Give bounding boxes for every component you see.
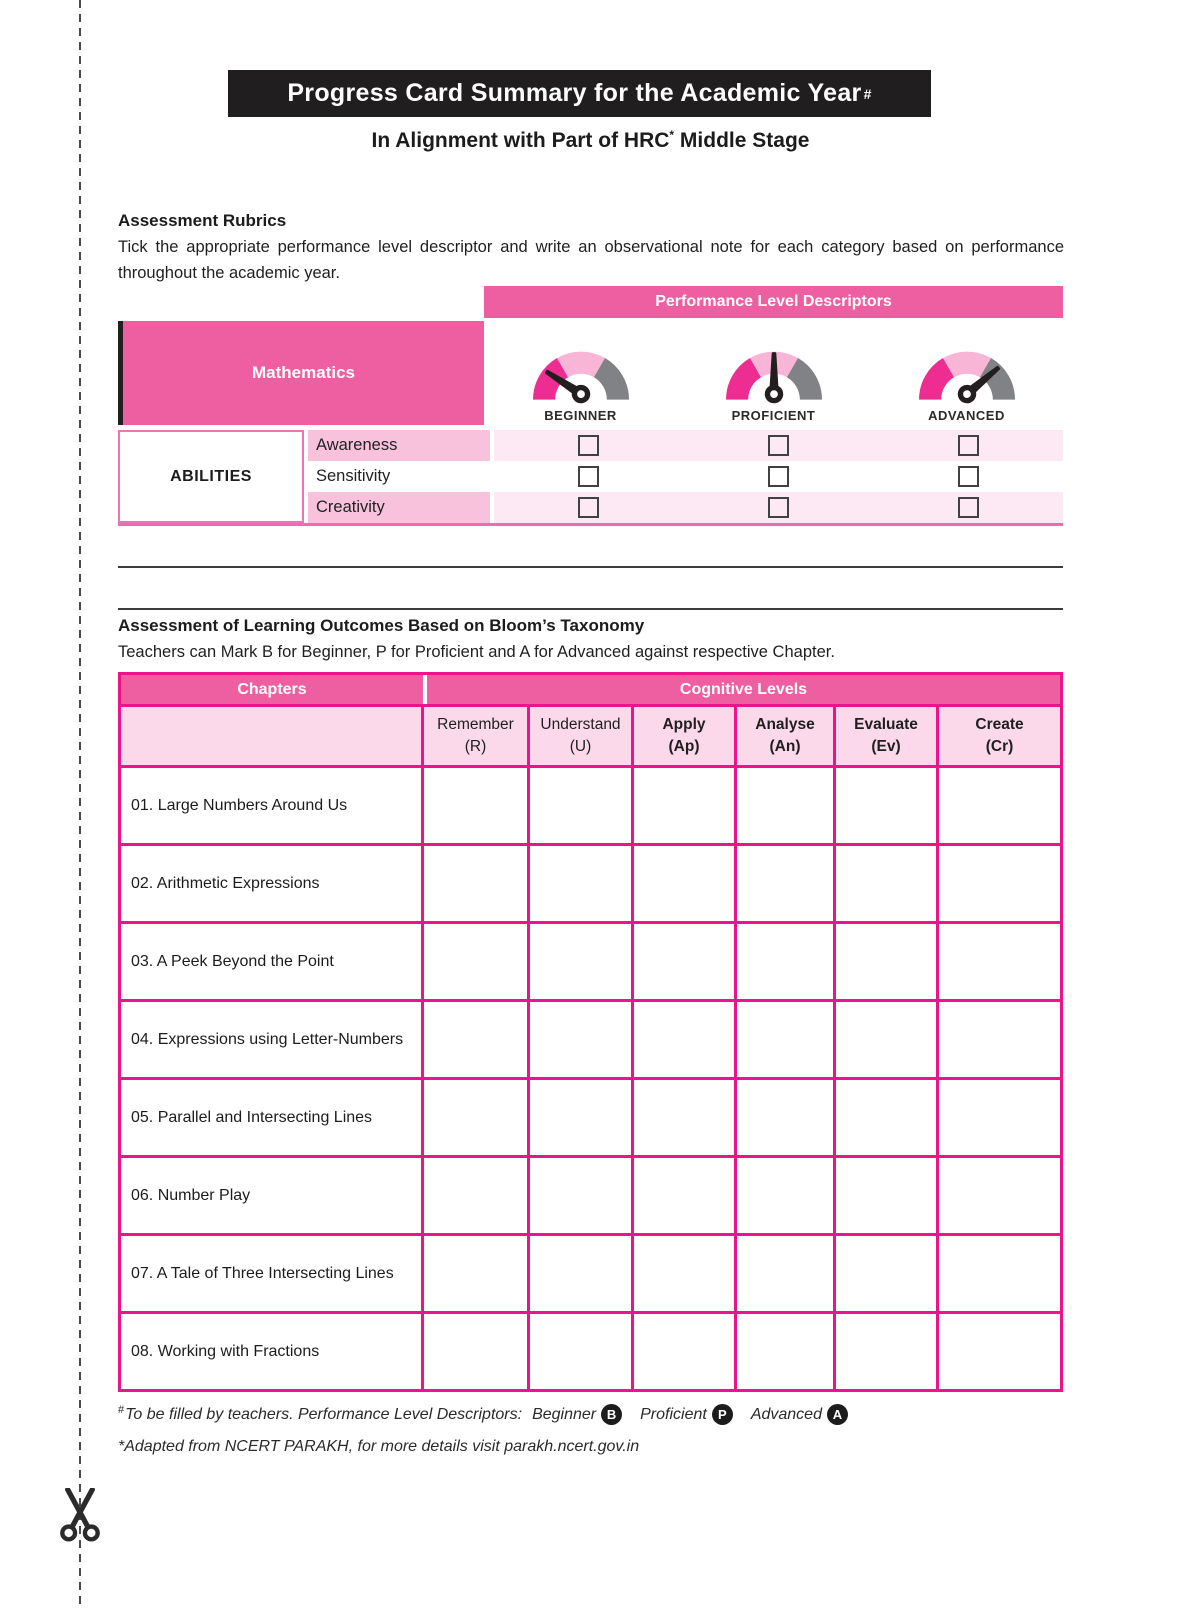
cognitive-levels-header: Cognitive Levels	[427, 675, 1060, 704]
mark-cell-r[interactable]	[424, 924, 530, 999]
footnote-performance-levels	[118, 1404, 848, 1425]
cognitive-column-header	[530, 707, 634, 765]
beginner-checkbox[interactable]	[578, 466, 599, 487]
level-badge-group	[751, 1404, 848, 1425]
mark-cell-ev[interactable]	[836, 1314, 939, 1389]
cognitive-column-header	[424, 707, 530, 765]
checkbox-slot	[684, 430, 874, 461]
cognitive-column-abbr: (Ev)	[871, 738, 901, 755]
mark-cell-ap[interactable]	[634, 1080, 737, 1155]
gauge-level-label: ADVANCED	[928, 408, 1005, 423]
cut-dashed-line	[79, 0, 81, 1610]
mark-cell-u[interactable]	[530, 1002, 634, 1077]
chapter-name: 04. Expressions using Letter-Numbers	[121, 1002, 424, 1077]
advanced-checkbox[interactable]	[958, 435, 979, 456]
footnote1-superscript: #	[118, 1404, 125, 1416]
rubrics-heading: Assessment Rubrics	[118, 211, 287, 230]
mark-cell-ev[interactable]	[836, 1158, 939, 1233]
checkbox-slot	[873, 430, 1063, 461]
chapter-row	[121, 999, 1060, 1077]
chapter-name: 07. A Tale of Three Intersecting Lines	[121, 1236, 424, 1311]
mark-cell-cr[interactable]	[939, 1158, 1060, 1233]
checkbox-slot	[873, 461, 1063, 492]
mark-cell-an[interactable]	[737, 846, 836, 921]
cognitive-column-header	[939, 707, 1060, 765]
chapter-row	[121, 1077, 1060, 1155]
divider-line-bottom	[118, 608, 1063, 610]
ability-checkboxes	[494, 461, 1063, 492]
advanced-checkbox[interactable]	[958, 466, 979, 487]
chapter-name: 06. Number Play	[121, 1158, 424, 1233]
footnote1-text: To be filled by teachers. Performance Level Descriptors:	[125, 1405, 523, 1423]
footnote-adapted-from: *Adapted from NCERT PARAKH, for more details visit parakh.ncert.gov.in	[118, 1438, 640, 1455]
chapter-row	[121, 1311, 1060, 1389]
mark-cell-cr[interactable]	[939, 1236, 1060, 1311]
chapter-row	[121, 921, 1060, 999]
checkbox-slot	[873, 492, 1063, 523]
mark-cell-ap[interactable]	[634, 1236, 737, 1311]
mark-cell-r[interactable]	[424, 1314, 530, 1389]
gauge-slot	[484, 321, 677, 425]
gauge-level-label: PROFICIENT	[731, 408, 816, 423]
cognitive-column-abbr: (R)	[464, 738, 487, 755]
mark-cell-ap[interactable]	[634, 1314, 737, 1389]
cognitive-column-abbr: (Ap)	[668, 738, 700, 755]
level-badge-icon: B	[601, 1404, 622, 1425]
mark-cell-an[interactable]	[737, 1314, 836, 1389]
mark-cell-ev[interactable]	[836, 1002, 939, 1077]
mark-cell-ev[interactable]	[836, 846, 939, 921]
proficient-checkbox[interactable]	[768, 497, 789, 518]
cognitive-column-header	[737, 707, 836, 765]
mark-cell-ap[interactable]	[634, 846, 737, 921]
mark-cell-u[interactable]	[530, 924, 634, 999]
ability-label: Creativity	[308, 492, 490, 523]
divider-line-top	[118, 566, 1063, 568]
mark-cell-cr[interactable]	[939, 1314, 1060, 1389]
subheader-chapters-empty	[121, 707, 424, 765]
outcomes-description: Teachers can Mark B for Beginner, P for Proficient and A for Advanced against respective Chapter.	[118, 643, 835, 661]
mark-cell-an[interactable]	[737, 1080, 836, 1155]
ability-checkboxes	[494, 492, 1063, 523]
proficient-checkbox[interactable]	[768, 435, 789, 456]
mark-cell-ap[interactable]	[634, 1158, 737, 1233]
rubric-table-bottom-border	[118, 523, 1063, 526]
gauge-icon	[911, 335, 1023, 407]
mark-cell-r[interactable]	[424, 1002, 530, 1077]
ability-row	[308, 492, 1063, 523]
mark-cell-u[interactable]	[530, 1236, 634, 1311]
mark-cell-ap[interactable]	[634, 768, 737, 843]
mark-cell-u[interactable]	[530, 846, 634, 921]
mark-cell-u[interactable]	[530, 1314, 634, 1389]
mark-cell-r[interactable]	[424, 846, 530, 921]
level-badge-icon: P	[712, 1404, 733, 1425]
chapter-name: 05. Parallel and Intersecting Lines	[121, 1080, 424, 1155]
ability-row	[308, 461, 1063, 492]
mark-cell-r[interactable]	[424, 1236, 530, 1311]
advanced-checkbox[interactable]	[958, 497, 979, 518]
mark-cell-an[interactable]	[737, 924, 836, 999]
beginner-checkbox[interactable]	[578, 435, 599, 456]
cognitive-column-abbr: (An)	[769, 738, 801, 755]
mark-cell-u[interactable]	[530, 1080, 634, 1155]
chapter-row	[121, 765, 1060, 843]
mark-cell-r[interactable]	[424, 1158, 530, 1233]
mark-cell-cr[interactable]	[939, 924, 1060, 999]
subtitle-superscript: *	[669, 128, 675, 142]
level-badge-label: Advanced	[750, 1405, 822, 1423]
chapter-name: 01. Large Numbers Around Us	[121, 768, 424, 843]
mark-cell-u[interactable]	[530, 1158, 634, 1233]
outcomes-subheader	[121, 704, 1060, 765]
chapter-row	[121, 1155, 1060, 1233]
cognitive-column-abbr: (U)	[569, 738, 592, 755]
rubric-table	[118, 286, 1063, 527]
cognitive-column-header	[836, 707, 939, 765]
subtitle-suffix: Middle Stage	[674, 129, 810, 152]
outcomes-table-header	[121, 675, 1060, 704]
gauges-row	[484, 321, 1063, 425]
chapter-name: 08. Working with Fractions	[121, 1314, 424, 1389]
page-title-superscript: #	[863, 85, 872, 102]
mark-cell-an[interactable]	[737, 1158, 836, 1233]
ability-label: Sensitivity	[308, 461, 490, 492]
ability-row	[308, 430, 1063, 461]
mark-cell-an[interactable]	[737, 768, 836, 843]
outcomes-heading: Assessment of Learning Outcomes Based on Bloom’s Taxonomy	[118, 616, 645, 635]
mark-cell-cr[interactable]	[939, 1080, 1060, 1155]
checkbox-slot	[494, 492, 684, 523]
proficient-checkbox[interactable]	[768, 466, 789, 487]
mark-cell-cr[interactable]	[939, 1002, 1060, 1077]
mark-cell-cr[interactable]	[939, 846, 1060, 921]
mark-cell-u[interactable]	[530, 768, 634, 843]
cognitive-column-header	[634, 707, 737, 765]
cognitive-column-abbr: (Cr)	[985, 738, 1014, 755]
level-badge-label: Beginner	[532, 1405, 597, 1423]
checkbox-slot	[494, 461, 684, 492]
outcomes-table	[118, 672, 1063, 1392]
gauge-icon	[525, 335, 637, 407]
chapter-row	[121, 843, 1060, 921]
mark-cell-an[interactable]	[737, 1236, 836, 1311]
level-badge-group	[532, 1404, 622, 1425]
gauge-slot	[870, 321, 1063, 425]
gauge-slot	[677, 321, 870, 425]
mark-cell-ap[interactable]	[634, 924, 737, 999]
mark-cell-ev[interactable]	[836, 1236, 939, 1311]
mark-cell-ev[interactable]	[836, 768, 939, 843]
cognitive-column-name: Apply	[662, 715, 706, 733]
checkbox-slot	[494, 430, 684, 461]
rubrics-description: Tick the appropriate performance level descriptor and write an observational note for each category based on performance throughout the academic year.	[118, 238, 1064, 282]
page-title	[228, 70, 931, 117]
beginner-checkbox[interactable]	[578, 497, 599, 518]
chapter-name: 03. A Peek Beyond the Point	[121, 924, 424, 999]
chapters-header: Chapters	[121, 675, 423, 704]
mark-cell-r[interactable]	[424, 1080, 530, 1155]
chapter-row	[121, 1233, 1060, 1311]
chapter-name: 02. Arithmetic Expressions	[121, 846, 424, 921]
gauge-level-label: BEGINNER	[544, 408, 617, 423]
badge-list	[522, 1404, 848, 1425]
level-badge-group	[640, 1404, 733, 1425]
level-badge-label: Proficient	[640, 1405, 707, 1423]
checkbox-slot	[684, 492, 874, 523]
page-subtitle	[118, 128, 1063, 153]
ability-label: Awareness	[308, 430, 490, 461]
scissors-icon	[58, 1488, 102, 1546]
cognitive-column-name: Understand	[540, 715, 621, 733]
subject-cell: Mathematics	[118, 321, 484, 425]
level-badge-icon: A	[827, 1404, 848, 1425]
subtitle-prefix: In Alignment with Part of HRC	[371, 129, 670, 152]
mark-cell-an[interactable]	[737, 1002, 836, 1077]
abilities-group-label: ABILITIES	[118, 430, 304, 523]
cognitive-column-name: Remember	[437, 715, 514, 733]
performance-level-descriptors-header: Performance Level Descriptors	[484, 286, 1063, 318]
cognitive-column-name: Analyse	[755, 715, 815, 733]
mark-cell-r[interactable]	[424, 768, 530, 843]
ability-checkboxes	[494, 430, 1063, 461]
mark-cell-ap[interactable]	[634, 1002, 737, 1077]
mark-cell-ev[interactable]	[836, 924, 939, 999]
ability-rows	[308, 430, 1063, 523]
gauge-icon	[718, 335, 830, 407]
mark-cell-ev[interactable]	[836, 1080, 939, 1155]
outcomes-body	[121, 765, 1060, 1389]
checkbox-slot	[684, 461, 874, 492]
cognitive-column-name: Create	[975, 715, 1024, 733]
page-title-text: Progress Card Summary for the Academic Year	[287, 79, 862, 107]
mark-cell-cr[interactable]	[939, 768, 1060, 843]
cognitive-column-name: Evaluate	[854, 715, 918, 733]
